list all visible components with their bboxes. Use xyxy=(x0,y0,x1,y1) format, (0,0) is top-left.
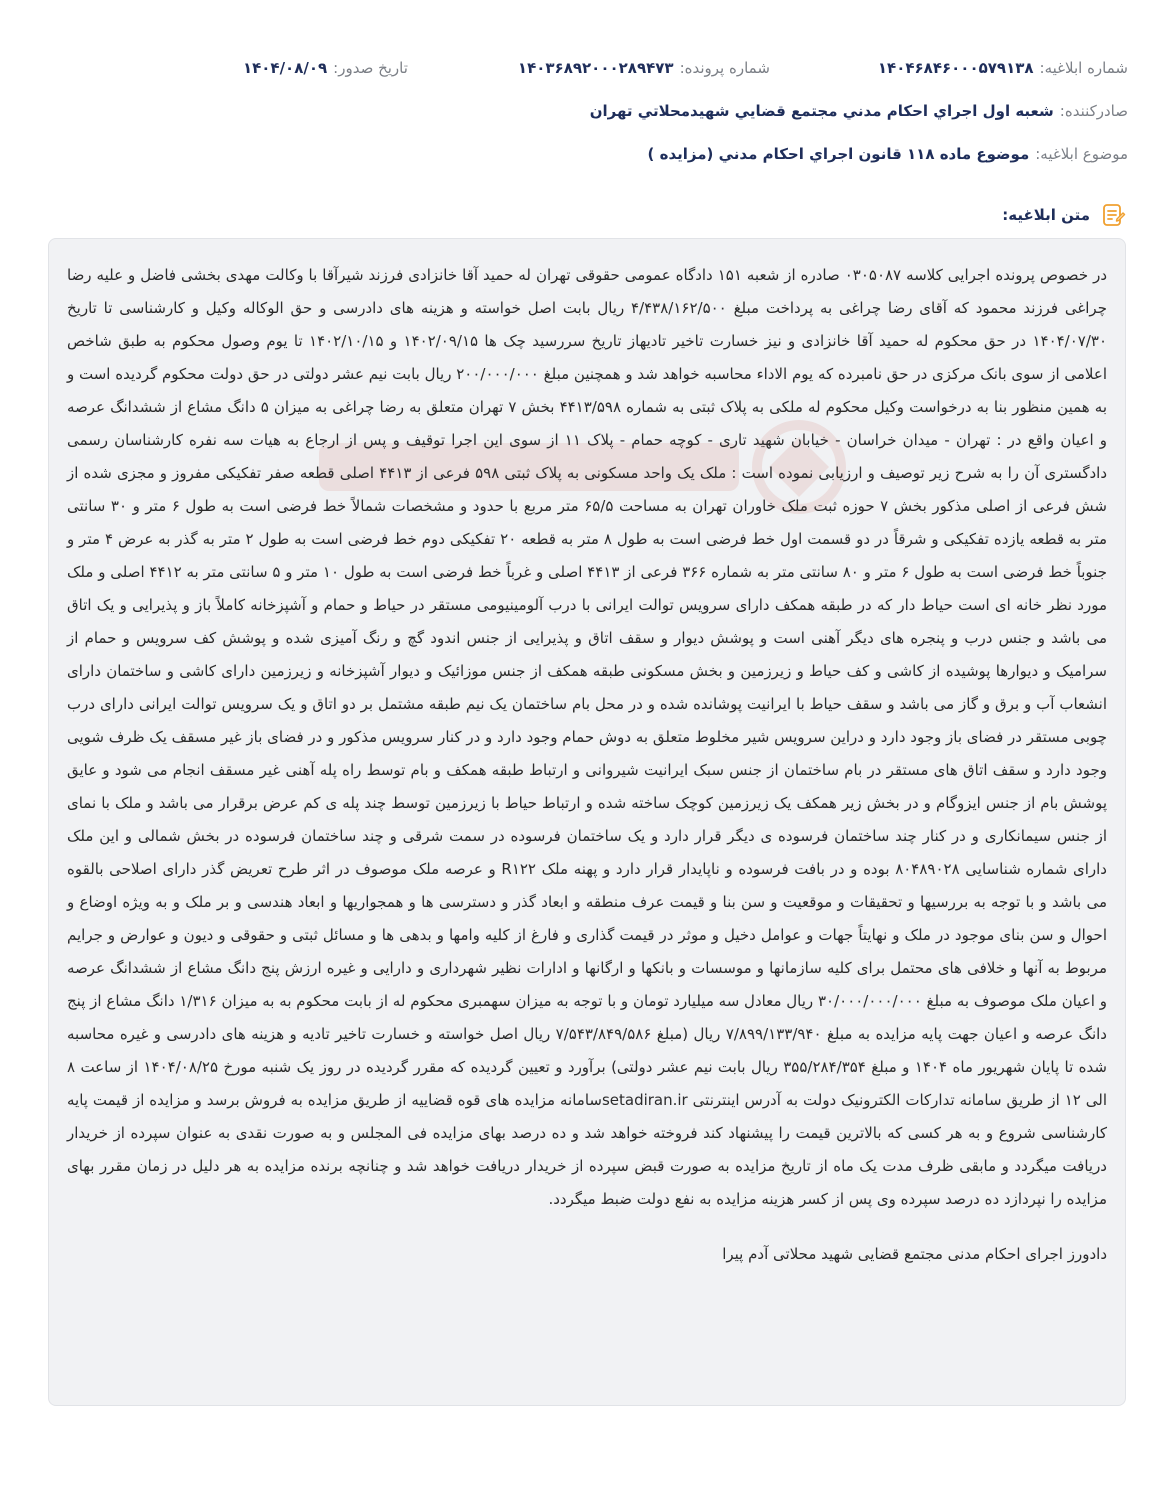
issue-date xyxy=(243,58,408,78)
issuer-value: شعبه اول اجراي احكام مدني مجتمع قضايي شهيدمحلاتي تهران xyxy=(589,102,1054,120)
case-number-value: ۱۴۰۳۶۸۹۲۰۰۰۲۸۹۴۷۳ xyxy=(517,59,674,77)
subject-row xyxy=(46,144,1128,164)
issue-date-label: تاریخ صدور: xyxy=(333,59,408,77)
case-number xyxy=(518,58,770,78)
notice-text-header xyxy=(1002,202,1126,228)
document-list-icon xyxy=(1100,202,1126,228)
issuer-row xyxy=(46,101,1128,121)
issuer-label: صادرکننده: xyxy=(1059,102,1128,120)
subject-label: موضوع ابلاغیه: xyxy=(1035,145,1128,163)
notice-text-box xyxy=(48,238,1126,1406)
notice-number-value: ۱۴۰۴۶۸۴۶۰۰۰۵۷۹۱۳۸ xyxy=(877,59,1034,77)
notice-meta-row xyxy=(46,58,1128,78)
case-number-label: شماره پرونده: xyxy=(679,59,770,77)
notice-signature: دادورز اجرای احکام مدنی مجتمع قضایی شهید محلاتی آدم پیرا xyxy=(722,1245,1107,1263)
notice-number xyxy=(878,58,1128,78)
notice-number-label: شماره ابلاغیه: xyxy=(1039,59,1128,77)
issue-date-value: ۱۴۰۴/۰۸/۰۹ xyxy=(242,59,328,77)
notice-text-title: متن ابلاغیه: xyxy=(1002,206,1090,224)
subject-value: موضوع ماده ۱۱۸ قانون اجراي احكام مدني (مزايده ) xyxy=(647,145,1030,163)
notice-body: در خصوص پرونده اجرایی کلاسه ۰۳۰۵۰۸۷ صادره از شعبه ۱۵۱ دادگاه عمومی حقوقی تهران له حمید آقا خانزادی فرزند شیرآقا با وکالت مهدی بخشی فاضل و علیه رضا چراغی فرزند محمود که آقای رضا چراغی به پرداخت مبلغ ۴/۴۳۸/۱۶۲/۵۰۰ ریال بابت اصل خواسته و هزینه های دادرسی و حق الوکاله وکیل و کارشناسی تا تاریخ ۱۴۰۴/۰۷/۳۰ در حق محکوم له حمید آقا خانزادی و نیز خسارت تاخیر تادیهاز تاریخ سررسید چک ها ۱۴۰۲/۰۹/۱۵ و ۱۴۰۲/۱۰/۱۵ تا یوم وصول محکوم به طبق شاخص اعلامی از سوی بانک مرکزی در حق نامبرده که یوم الاداء محاسبه خواهد شد و همچنین مبلغ ۲۰۰/۰۰۰/۰۰۰ ریال بابت نیم عشر دولتی در حق دولت محکوم گردیده است و به همین منظور بنا به درخواست وکیل محکوم له ملکی به پلاک ثبتی به شماره ۴۴۱۳/۵۹۸ بخش ۷ تهران متعلق به رضا چراغی به میزان ۵ دانگ مشاع از ششدانگ عرصه و اعیان واقع در : تهران - میدان خراسان - خیابان شهید تاری - کوچه حمام - پلاک ۱۱ از سوی این اجرا توقیف و پس از ارجاع به هیات سه نفره کارشناسان رسمی دادگستری آن را به شرح زیر توصیف و ارزیابی نموده است : ملک یک واحد مسکونی به پلاک ثبتی ۵۹۸ فرعی از ۴۴۱۳ اصلی قطعه صفر تفکیکی مفروز و مجزی شده از شش فرعی از اصلی مذکور بخش ۷ حوزه ثبت ملک خاوران تهران به مساحت ۶۵/۵ متر مربع با حدود و مشخصات شمالاً خط فرضی است به طول ۶ متر و ۳۰ سانتی متر به قطعه یازده تفکیکی و شرقاً در دو قسمت اول خط فرضی است به طول ۸ متر به قطعه ۲۰ تفکیکی دوم خط فرضی است به طول ۲ متر به گذر به عرض ۴ متر و جنوباً خط فرضی است به طول ۶ متر و ۸۰ سانتی متر به شماره ۳۶۶ فرعی از ۴۴۱۳ اصلی و غرباً خط فرضی است به طول ۱۰ متر و ۵ سانتی متر به ۴۴۱۲ اصلی و ملک مورد نظر خانه ای است حیاط دار که در طبقه همکف دارای سرویس توالت ایرانی با درب آلومینیومی مستقر در حیاط و حمام و آشپزخانه کاملاً باز و پذیرایی و یک اتاق می باشد و جنس درب و پنجره های دیگر آهنی است و پوشش دیوار و سقف اتاق و پذیرایی از جنس اندود گچ و رنگ آمیزی شده و پوشش کف سرویس و حمام از سرامیک و دیوارها پوشیده از کاشی و کف حیاط و زیرزمین و بخش مسکونی طبقه همکف از جنس موزائیک و دیوار آشپزخانه و زیرزمین دارای کاشی و ساختمان دارای انشعاب آب و برق و گاز می باشد و سقف حیاط با ایرانیت پوشانده شده و در محل بام ساختمان یک نیم طبقه مشتمل بر دو اتاق و یک سرویس توالت ایرانی دارای درب چوبی مستقر در فضای باز وجود دارد و دراین سرویس شیر مخلوط متعلق به دوش حمام وجود دارد و در کنار سرویس مذکور و در فضای باز غیر مسقف یک ظرف شویی وجود دارد و سقف اتاق های مستقر در بام ساختمان از جنس سبک ایرانیت شیروانی و ارتباط طبقه همکف و بام توسط راه پله آهنی غیر مسقف انجام می شود و عایق پوشش بام از جنس ایزوگام و در بخش زیر همکف یک زیرزمین کوچک ساخته شده و ارتباط حیاط با زیرزمین توسط چند پله ی کم عرض برقرار می باشد و ملک با نمای از جنس سیمانکاری و در کنار چند ساختمان فرسوده ی دیگر قرار دارد و یک ساختمان فرسوده در سمت شرقی و چند ساختمان فرسوده در بخش شمالی و این ملک دارای شماره شناسایی ۸۰۴۸۹۰۲۸ بوده و در بافت فرسوده و ناپایدار قرار دارد و پهنه ملک R۱۲۲ و عرصه ملک موصوف در اثر طرح تعریض گذر دارای اصلاحی بالقوه می باشد و با توجه به بررسیها و تحقیقات و موقعیت و سن بنا و قیمت عرف منطقه و ابعاد گذر و دسترسی ها و همجواریها و ابعاد هندسی و بر ملک و به ویژه اوضاع و احوال و سن بنای موجود در ملک و نهایتاً جهات و عوامل دخیل و موثر در قیمت گذاری و فارغ از کلیه وامها و بدهی ها و مسائل ثبتی و حقوقی و دیون و عوارض و جرایم مربوط به آنها و خلافی های محتمل برای کلیه سازمانها و موسسات و بانکها و ارگانها و ادارات نظیر شهرداری و دارایی و غیره ارزش پنج دانگ مشاع از ششدانگ عرصه و اعیان ملک موصوف به مبلغ ۳۰/۰۰۰/۰۰۰/۰۰۰ ریال معادل سه میلیارد تومان و با توجه به میزان سهمبری محکوم له از بابت محکوم به به میزان ۱/۳۱۶ دانگ مشاع از پنج دانگ عرصه و اعیان جهت پایه مزایده به مبلغ ۷/۸۹۹/۱۳۳/۹۴۰ ریال (مبلغ ۷/۵۴۳/۸۴۹/۵۸۶ ریال اصل خواسته و خسارت تاخیر تادیه و هزینه های دادرسی و غیره محاسبه شده تا پایان شهریور ماه ۱۴۰۴ و مبلغ ۳۵۵/۲۸۴/۳۵۴ ریال بابت نیم عشر دولتی) برآورد و تعیین گردیده که مقرر گردیده در روز یک شنبه مورخ ۱۴۰۴/۰۸/۲۵ از ساعت ۸ الی ۱۲ از طریق سامانه تدارکات الکترونیک دولت به آدرس اینترنتی setadiran.irسامانه مزایده های قوه قضاییه از طریق مزایده به فروش برسد و مزایده از قیمت پایه کارشناسی شروع و به هر کسی که بالاترین قیمت را پیشنهاد کند فروخته خواهد شد و ده درصد بهای مزایده فی المجلس و به صورت نقدی به عنوان سپرده از خریدار دریافت میگردد و مابقی ظرف مدت یک ماه از تاریخ مزایده به صورت قبض سپرده از خریدار دریافت خواهد شد و چنانچه برنده مزایده به هر دلیل در زمان مقرر بهای مزایده را نپردازد ده درصد سپرده وی پس از کسر هزینه مزایده به نفع دولت ضبط میگردد. xyxy=(67,266,1108,1208)
